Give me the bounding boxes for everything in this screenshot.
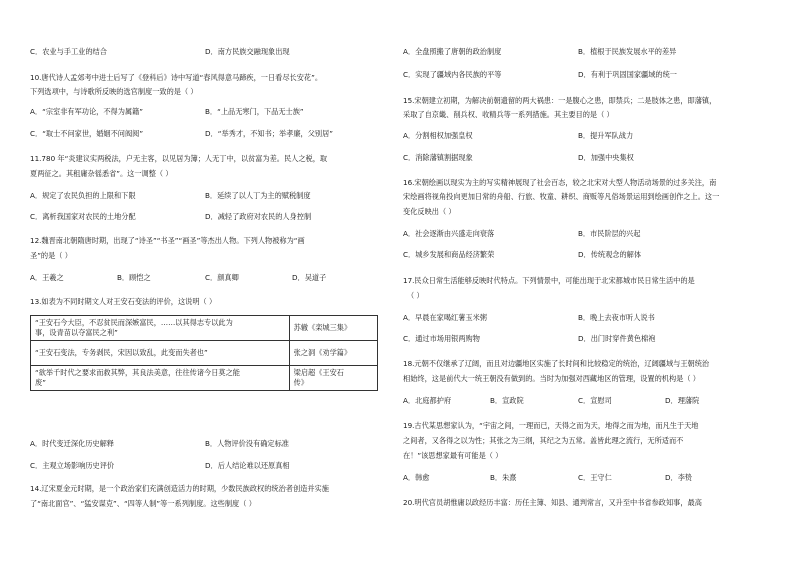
q13-option-d: D．后人结论难以还原真相 [205, 461, 290, 470]
q14-stem-line1: 14.辽宋夏金元时期，是一个政治家们充满创造活力的时期，少数民族政权的统治者创造并实施 [30, 484, 329, 493]
q19-stem-line3: 在！”该思想家最有可能是（ ） [403, 451, 503, 460]
q12-stem-line1: 12.魏晋南北朝隋唐时期，出现了“诗圣”“书圣”“画圣”等杰出人物。下列人物被称为“画 [30, 236, 305, 245]
quote-line: “王安石今大臣，不忍贫民而深嫉富民，……以其得志专以此为 [35, 318, 233, 327]
table-row [31, 316, 378, 341]
q16-stem-line3: 变化反映出（ ） [403, 207, 456, 216]
q18-stem-line2: 相始终，这是前代大一统王朝没有做到的。当时为加强对西藏地区的管理，设置的机构是（ ） [403, 374, 700, 383]
q16-option-d: D．传统观念的解体 [578, 250, 642, 259]
quote-line: 事，设青苗以夺富民之利” [35, 328, 118, 337]
q19-stem-line2: 之间者，又各得之以为性；其张之为三纲，其纪之为五常。盖皆此理之流行，无所适而不 [403, 436, 684, 445]
quote-line: 废” [35, 378, 46, 387]
q14-option-c: C．实现了疆域内各民族的平等 [403, 70, 502, 79]
q12-option-b: B．顾恺之 [117, 273, 151, 282]
q11-option-a: A．规定了农民负担的上限和下限 [30, 191, 136, 200]
q13-option-c: C．主观立场影响历史评价 [30, 461, 115, 470]
q13-option-b: B．人物评价没有确定标准 [205, 439, 289, 448]
q15-stem-line1: 15.宋朝建立初期，为解决前朝遗留的两大祸患：一是腹心之患，即禁兵；二是肢体之患，即藩镇， [403, 96, 717, 105]
q18-option-b: B．宣政院 [490, 396, 524, 405]
q16-option-b: B．市民阶层的兴起 [578, 229, 641, 238]
q16-stem-line1: 16.宋朝绘画以现实为主的写实精神展现了社会百态，较之北宋对大型人物活动场景的过多关注，南 [403, 178, 717, 187]
q17-stem-line1: 17.民众日常生活能够反映时代特点。下列情景中，可能出现于北宋都城市民日常生活中的是 [403, 276, 695, 285]
q11-stem-line1: 11.780 年“炎建议实两税法，户无主客，以见居为簿；人无丁中，以贫富为差。民人之税，取 [30, 154, 328, 163]
table-cell-source [289, 366, 377, 391]
q10-stem-line1: 10.唐代诗人孟郊考中进士后写了《登科后》诗中写道“春风得意马蹄疾，一日看尽长安花”。 [30, 73, 323, 82]
quote-line: “欲举千时代之要求而救其弊，其良法美意，往往传诸今日莫之能 [35, 368, 240, 377]
q18-option-d: D．理藩院 [665, 396, 700, 405]
q19-option-a: A．韩愈 [403, 473, 430, 482]
q9-option-c: C．农业与手工业的结合 [30, 47, 107, 56]
q17-option-b: B．晚上去夜市听人说书 [578, 313, 655, 322]
q13-stem: 13.如表为不同时期文人对王安石变法的评价，这说明（ ） [30, 297, 217, 306]
q18-option-a: A．北庭都护府 [403, 396, 452, 405]
q15-option-c: C．消除藩镇割据现象 [403, 153, 473, 162]
q12-stem-line2: 圣”的是（ ） [30, 251, 72, 260]
table-cell-quote [31, 366, 290, 391]
table-cell-quote [31, 316, 290, 341]
q16-stem-line2: 宋绘画将视角投向更加日常的舟船、行旅、牧童、耕织、商贩等凡俗场景运用到绘画创作之上。这一 [403, 192, 720, 201]
table-row [31, 341, 378, 366]
table-row [31, 366, 378, 391]
q15-option-b: B．提升军队战力 [578, 131, 634, 140]
table-cell-source: 张之洞《劝学篇》 [289, 341, 377, 366]
q12-option-c: C．颜真卿 [205, 273, 239, 282]
q17-option-c: C．通过市场用银两购物 [403, 334, 480, 343]
q15-option-a: A．分割相权加强皇权 [403, 131, 473, 140]
source-line: 传》 [293, 378, 309, 387]
q18-option-c: C．宣慰司 [578, 396, 612, 405]
q20-stem-line1: 20.明代官员胡惟庸以政经历丰富：历任主簿、知县、通判常言，又升至中书省参政知事，最高 [403, 498, 702, 507]
q16-option-c: C．城乡发展和商品经济繁荣 [403, 250, 495, 259]
q19-option-d: D．李贽 [665, 473, 693, 482]
q12-option-d: D．吴道子 [292, 273, 327, 282]
q19-option-c: C．王守仁 [578, 473, 612, 482]
q17-option-a: A．早晨在家喝红薯玉米粥 [403, 313, 487, 322]
q15-stem-line2: 采取了自京畿、削兵权、收精兵等一系列措施。其主要目的是（ ） [403, 110, 614, 119]
q13-evaluation-table [30, 315, 378, 391]
q10-option-c: C．“取士不问家世，婚姻不问阀阅” [30, 129, 144, 138]
q10-option-b: B．“上品无寒门，下品无士族” [205, 107, 304, 116]
quote-line: “王安石变法，专务剥民，宋因以致乱，此变而失者也” [35, 348, 208, 357]
q9-option-d: D．南方民族交融现象出现 [205, 47, 290, 56]
q17-option-d: D．出门时穿件黄色棉袍 [578, 334, 656, 343]
q10-option-d: D．“举秀才，不知书；举孝廉，父别居” [205, 129, 333, 138]
q14-option-b: B．植根于民族发展水平的差异 [578, 47, 677, 56]
q10-stem-line2: 下列选项中，与诗歌所反映的选官制度一致的是（ ） [30, 87, 198, 96]
q13-option-a: A．时代变迁深化历史解释 [30, 439, 114, 448]
q11-option-d: D．减轻了政府对农民的人身控制 [205, 212, 312, 221]
q14-option-d: D．有利于巩固国家疆域的统一 [578, 70, 677, 79]
q14-stem-line2: 了“南北面官”、“猛安谋克”、“四等人制”等一系列制度。这些制度（ ） [30, 499, 256, 508]
q19-stem-line1: 19.古代某思想家认为，“宇宙之间，一理而已，天得之而为天，地得之而为地，而凡生于天地 [403, 421, 699, 430]
q10-option-a: A．“宗室非有军功论，不得为属籍” [30, 107, 143, 116]
q11-option-b: B．延续了以人丁为主的赋税制度 [205, 191, 311, 200]
q11-option-c: C．离析我国家对农民的土地分配 [30, 212, 136, 221]
q12-option-a: A．王羲之 [30, 273, 64, 282]
table-cell-source: 苏辙《栾城三集》 [289, 316, 377, 341]
table-cell-quote [31, 341, 290, 366]
q14-option-a: A．全盘照搬了唐朝的政治制度 [403, 47, 502, 56]
q11-stem-line2: 夏两征之。其租庸杂徭悉省”。这一调整（ ） [30, 169, 173, 178]
q15-option-d: D．加强中央集权 [578, 153, 634, 162]
q16-option-a: A．社会逐渐由兴盛走向衰落 [403, 229, 495, 238]
q17-stem-line2: （ ） [407, 291, 424, 300]
source-line: 梁启超《王安石 [293, 368, 344, 377]
q19-option-b: B．朱熹 [490, 473, 517, 482]
q18-stem-line1: 18.元朝不仅继承了辽阔，而且对边疆地区实施了长时间和比较稳定的统治，辽阔疆域与王朝统治 [403, 359, 710, 368]
